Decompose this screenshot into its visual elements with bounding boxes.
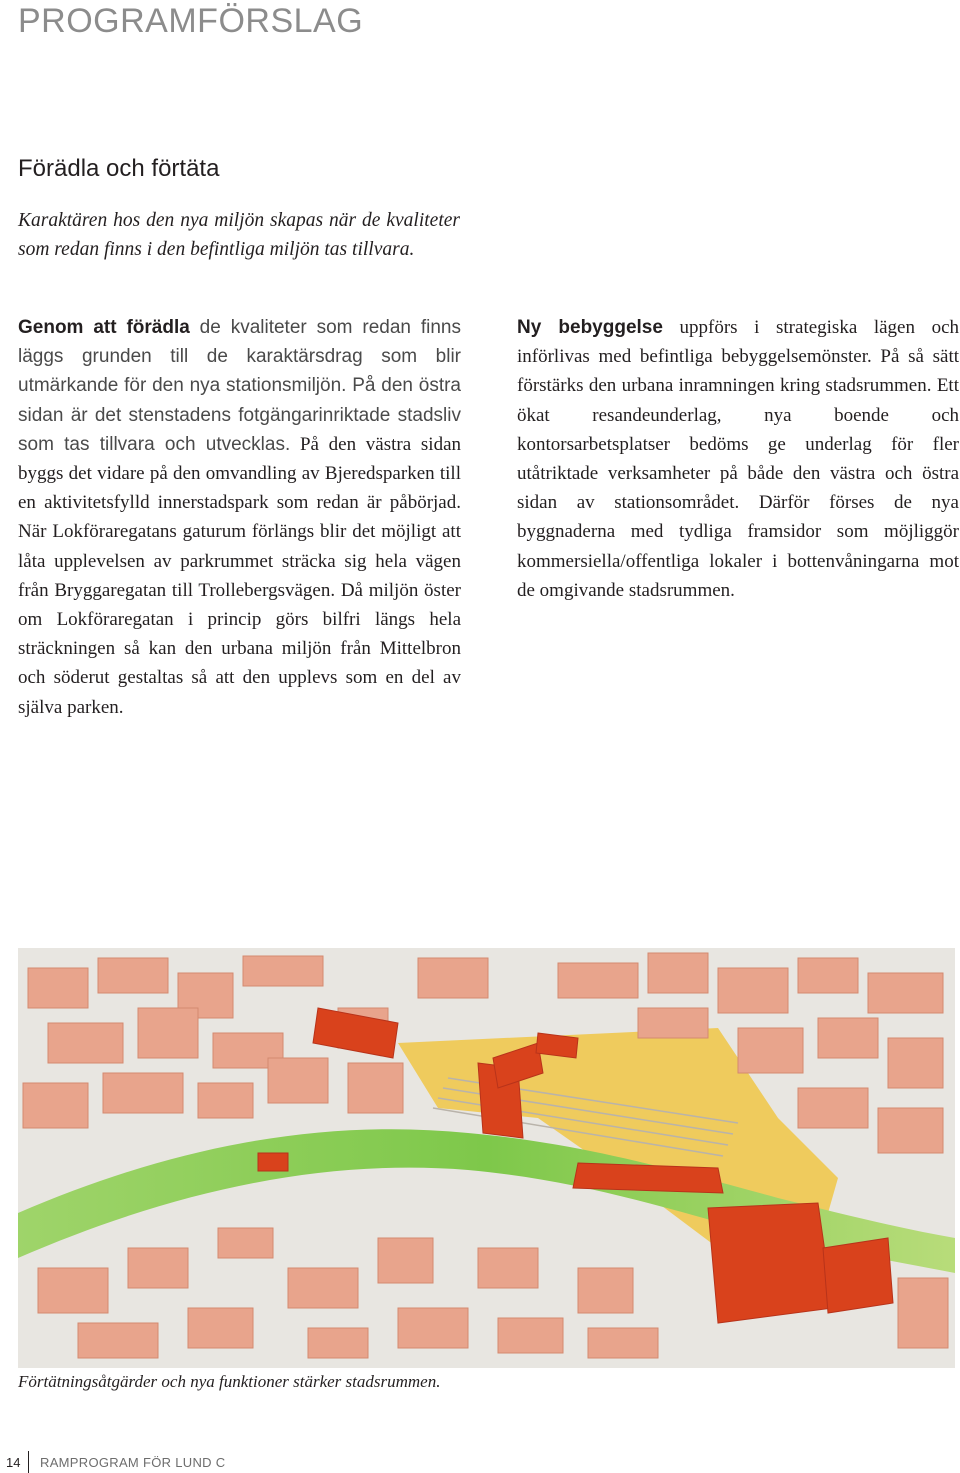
page-number: 14 xyxy=(6,1455,21,1470)
intro-paragraph: Karaktären hos den nya miljön skapas när de kvaliteter som redan finns i den befintliga miljön tas tillvara. xyxy=(18,210,460,260)
right-lead-phrase: Ny bebyggelse xyxy=(517,317,663,338)
page-footer xyxy=(0,1443,960,1473)
page-header-title: PROGRAMFÖRSLAG xyxy=(18,2,364,40)
left-sans-text: de kvaliteter som redan finns läggs grunden till de karaktärsdrag som blir utmärkande för den nya stationsmiljön. På den östra sidan är det stenstadens fotgängarinriktade stadsliv som tas tillvara och utvecklas. xyxy=(18,317,461,455)
city-model-illustration xyxy=(18,948,955,1368)
left-serif-text: På den västra sidan byggs det vidare på den omvandling av Bjeredsparken till en aktivitetsfylld innerstadspark som redan är påbörjad. När Lokföraregatans gaturum förlängs blir det möjligt att låta upplevelsen av parkrummet sträcka sig hela vägen från Bryggaregatan till Trollebergsvägen. Då miljön öster om Lokföraregatan i princip görs bilfri längs hela sträckningen så kan den urbana miljön från Mittelbron och söderut gestaltas så att den upplevs som en del av själva parken. xyxy=(18,433,461,718)
right-body-text: uppförs i strategiska lägen och införlivas med befintliga bebyggelsemönster. På så sätt förstärks den urbana inramningen kring stadsrummen. Ett ökat resandeunderlag, nya boende och kontorsarbetsplatser bedöms ge underlag för fler utåtriktade verksamheter på både den västra och östra sidan av stationsområdet. Därför förses de nya byggnaderna med tydliga framsidor som möjliggör kommersiella/offentliga lokaler i bottenvåningarna mot de omgivande stadsrummen. xyxy=(517,317,959,601)
section-title: Förädla och förtäta xyxy=(18,155,220,182)
left-column-text xyxy=(18,313,461,722)
footer-title: RAMPROGRAM FÖR LUND C xyxy=(40,1455,226,1470)
figure-caption: Förtätningsåtgärder och nya funktioner stärker stadsrummen. xyxy=(18,1372,441,1391)
footer-divider xyxy=(28,1451,29,1473)
city-model-svg xyxy=(18,948,955,1368)
left-lead-phrase: Genom att förädla xyxy=(18,317,190,338)
right-column-text xyxy=(517,313,959,605)
